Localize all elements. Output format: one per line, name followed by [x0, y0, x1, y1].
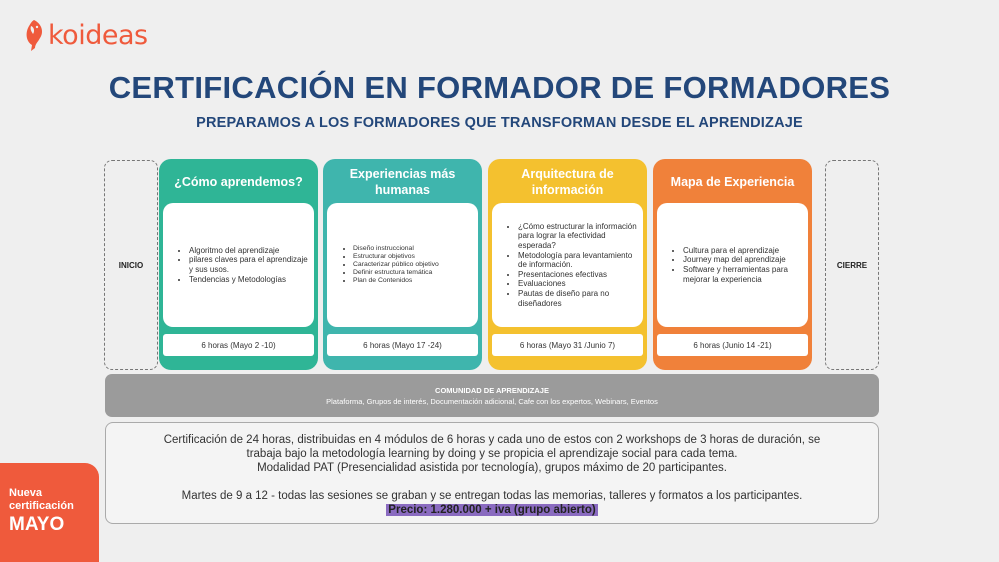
module-topic-list — [345, 245, 439, 286]
module-hours: 6 horas (Junio 14 -21) — [657, 334, 808, 356]
start-label: INICIO — [118, 260, 144, 270]
info-line: Modalidad PAT (Presencialidad asistida por tecnología), grupos máximo de 20 participantes. — [257, 462, 727, 475]
module-hours: 6 horas (Mayo 17 -24) — [327, 334, 478, 356]
module-topic: • Journey map del aprendizaje — [683, 255, 802, 265]
certification-info — [105, 422, 879, 524]
module-content — [492, 203, 643, 327]
module-topic: • Plan de Contenidos — [353, 277, 439, 285]
module-content — [163, 203, 314, 327]
module-topic: • Pautas de diseño para no diseñadores — [518, 289, 637, 308]
info-line: trabaja bajo la metodología learning by doing y se propicia el aprendizaje social para cada tema. — [246, 448, 738, 461]
module-como-aprendemos — [159, 159, 318, 370]
module-topic: • Algoritmo del aprendizaje — [189, 246, 308, 256]
module-experiencias-humanas — [323, 159, 482, 370]
module-arquitectura-informacion — [488, 159, 647, 370]
info-line: Certificación de 24 horas, distribuidas en 4 módulos de 6 horas y cada uno de estos con 2 workshops de 3 horas de duración, se — [163, 434, 821, 446]
badge-label-certification: certificación — [9, 500, 74, 513]
brand-name: koideas — [48, 19, 148, 51]
page-title: CERTIFICACIÓN EN FORMADOR DE FORMADORES — [108, 70, 891, 105]
module-topic: • pilares claves para el aprendizaje y sus usos. — [189, 255, 308, 274]
module-content — [327, 203, 478, 327]
start-box — [104, 160, 158, 370]
community-title: COMUNIDAD DE APRENDIZAJE — [435, 385, 549, 395]
module-title: Experiencias más humanas — [349, 167, 456, 197]
community-description: Plataforma, Grupos de interés, Documentación adicional, Cafe con los expertos, Webinars, Eventos — [326, 396, 658, 406]
module-title: Arquitectura de información — [521, 167, 614, 197]
module-title: ¿Cómo aprendemos? — [174, 175, 303, 190]
price-highlight: Precio: 1.280.000 + iva (grupo abierto) — [388, 504, 596, 517]
module-topic: • Metodología para levantamiento de información. — [518, 251, 637, 270]
page-subtitle: PREPARAMOS A LOS FORMADORES QUE TRANSFORMAN DESDE EL APRENDIZAJE — [196, 115, 803, 131]
module-topic-list — [181, 246, 308, 284]
end-label: CIERRE — [836, 260, 868, 270]
module-topic: • Software y herramientas para mejorar la experiencia — [683, 265, 802, 284]
module-topic-list — [675, 246, 802, 284]
module-topic: • Cultura para el aprendizaje — [683, 246, 802, 256]
module-mapa-experiencia — [653, 159, 812, 370]
module-topic: • Caracterizar público objetivo — [353, 261, 439, 269]
info-line: Martes de 9 a 12 - todas las sesiones se graban y se entregan todas las memorias, talleres y formatos a los participantes. — [181, 490, 803, 503]
module-topic: • ¿Cómo estructurar la información para lograr la efectividad esperada? — [518, 222, 637, 251]
module-topic: • Evaluaciones — [518, 279, 637, 289]
badge-month: MAYO — [9, 514, 65, 536]
koi-fish-icon — [22, 18, 46, 52]
module-topic-list — [510, 222, 637, 308]
module-topic: • Definir estructura temática — [353, 269, 439, 277]
module-hours: 6 horas (Mayo 2 -10) — [163, 334, 314, 356]
new-certification-badge — [0, 463, 99, 562]
end-box — [825, 160, 879, 370]
module-title: Mapa de Experiencia — [670, 175, 795, 190]
module-topic: • Estructurar objetivos — [353, 253, 439, 261]
module-topic: • Diseño instruccional — [353, 245, 439, 253]
koideas-logo — [22, 18, 148, 52]
module-topic: • Presentaciones efectivas — [518, 270, 637, 280]
community-banner — [105, 374, 879, 417]
badge-label-new: Nueva — [9, 487, 43, 499]
module-hours: 6 horas (Mayo 31 /Junio 7) — [492, 334, 643, 356]
module-content — [657, 203, 808, 327]
module-topic: • Tendencias y Metodologías — [189, 275, 308, 285]
